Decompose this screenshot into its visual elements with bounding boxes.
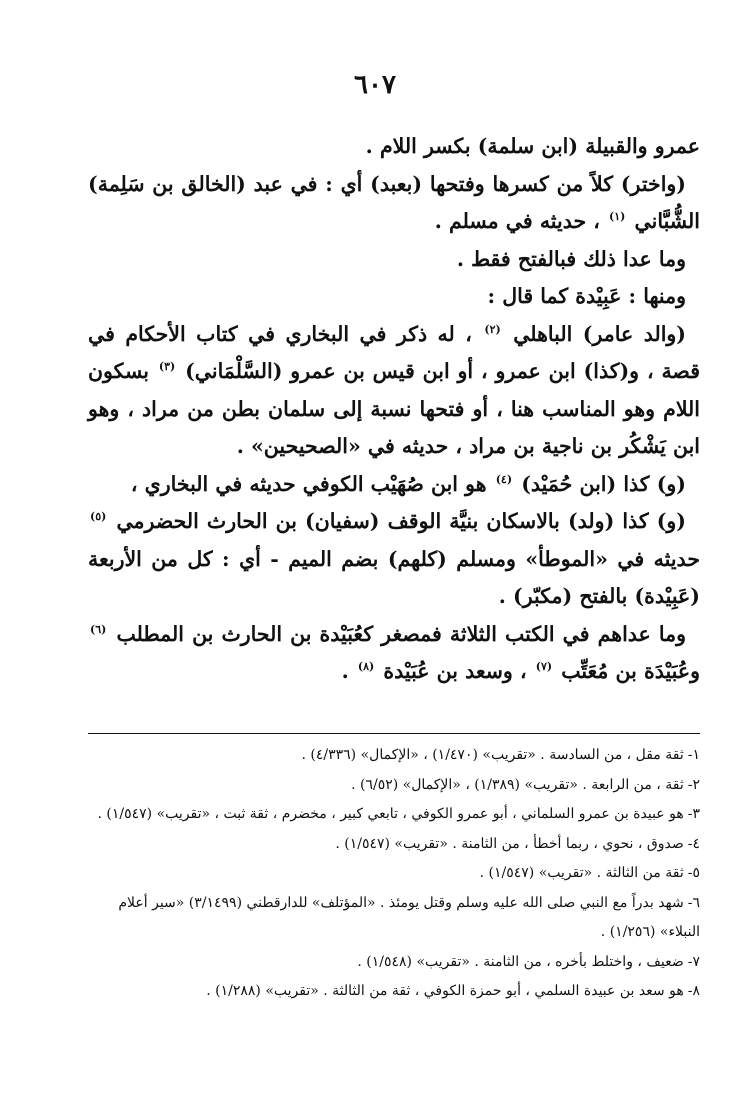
footnote-text: شهد بدراً مع النبي صلى الله عليه وسلم وقتل يومئذ . «المؤتلف» للدارقطني (٣/١٤٩٩) «سير أعلام النبلاء» (١/٢٥٦) . bbox=[118, 894, 700, 940]
footnote bbox=[88, 948, 700, 978]
footnote-number: ٣- bbox=[687, 806, 700, 822]
footnote-text: صدوق ، نحوي ، ربما أخطأ ، من الثامنة . «تقريب» (١/٥٤٧) . bbox=[335, 835, 684, 852]
paragraph-text: ومنها : عَبِيْدة كما قال : bbox=[487, 284, 686, 308]
paragraph-text: (والد عامر) الباهلي bbox=[513, 321, 687, 346]
footnote-ref[interactable]: (٤) bbox=[495, 472, 513, 486]
footnote bbox=[88, 889, 700, 948]
paragraph-text: وعُبَيْدَة بن مُعَتِّب bbox=[561, 659, 700, 683]
footnote-ref[interactable]: (٨) bbox=[357, 660, 375, 674]
footnote-ref[interactable]: (١) bbox=[609, 210, 626, 224]
footnote bbox=[88, 977, 700, 1007]
paragraph bbox=[88, 128, 700, 166]
paragraph bbox=[88, 316, 700, 466]
footnote-number: ٢- bbox=[687, 776, 700, 793]
paragraph bbox=[88, 616, 700, 691]
paragraph bbox=[88, 466, 700, 504]
footnote-text: ثقة من الثالثة . «تقريب» (١/٥٤٧) . bbox=[479, 865, 684, 881]
paragraph-text: حديثه في «الموطأ» ومسلم (كلهم) بضم الميم - أي : كل من الأربعة (عَبِيْدة) بالفتح (مكبّر) . bbox=[88, 546, 700, 608]
footnote-number: ٧- bbox=[687, 953, 700, 970]
footnote-divider bbox=[88, 733, 700, 734]
footnote-text: هو سعد بن عبيدة السلمي ، أبو حمزة الكوفي ، ثقة من الثالثة . «تقريب» (١/٢٨٨) . bbox=[206, 983, 684, 999]
footnotes bbox=[88, 741, 700, 1007]
footnote-text: ضعيف ، واختلط بأخره ، من الثامنة . «تقريب» (١/٥٤٨) . bbox=[357, 953, 684, 970]
paragraph-text: ، وسعد بن عُبَيْدة bbox=[383, 659, 527, 683]
paragraph-text: عمرو والقبيلة (ابن سلمة) بكسر اللام . bbox=[365, 134, 700, 158]
paragraph bbox=[88, 278, 700, 316]
footnote bbox=[88, 800, 700, 830]
paragraph bbox=[88, 503, 700, 616]
footnote-ref[interactable]: (٢) bbox=[484, 322, 501, 336]
footnote-ref[interactable]: (٦) bbox=[90, 622, 107, 636]
paragraph-text: بسكون اللام وهو المناسب هنا ، أو فتحها نسبة إلى سلمان بطن من مراد ، وهو ابن يَشْكُر بن ناجية بن مراد ، حديثه في «الصحيحين» . bbox=[88, 359, 700, 458]
main-text bbox=[88, 128, 700, 691]
paragraph-text: وما عدا ذلك فبالفتح فقط . bbox=[456, 246, 686, 271]
footnote-text: ثقة ، من الرابعة . «تقريب» (١/٣٨٩) ، «الإكمال» (٦/٥٢) . bbox=[351, 776, 684, 793]
footnote-ref[interactable]: (٣) bbox=[158, 360, 176, 374]
paragraph bbox=[88, 241, 700, 279]
footnote-ref[interactable]: (٥) bbox=[90, 510, 107, 524]
footnote-text: ثقة مقل ، من السادسة . «تقريب» (١/٤٧٠) ، «الإكمال» (٤/٣٣٦) . bbox=[301, 747, 684, 763]
paragraph-text: ، حديثه في مسلم . bbox=[434, 209, 600, 233]
footnote bbox=[88, 741, 700, 771]
page-number: ٦٠٧ bbox=[354, 70, 396, 100]
footnote-number: ٥- bbox=[687, 865, 700, 881]
paragraph-text: . bbox=[341, 659, 349, 683]
footnote bbox=[88, 771, 700, 801]
paragraph-text: هو ابن صُهَيْب الكوفي حديثه في البخاري ، bbox=[130, 471, 487, 496]
paragraph-text: (واختر) كلاً من كسرها وفتحها (بعبد) أي : في عبد (الخالق بن سَلِمة) الشُّبَّاني bbox=[88, 171, 700, 233]
paragraph bbox=[88, 166, 700, 241]
footnote-number: ٦- bbox=[687, 894, 700, 911]
footnote-ref[interactable]: (٧) bbox=[535, 660, 553, 674]
paragraph-text: ، له ذكر في البخاري في كتاب الأحكام في قصة ، و(كذا) ابن عمرو ، أو ابن قيس بن عمرو (السَّلْمَاني) bbox=[88, 321, 701, 383]
paragraph-text: وما عداهم في الكتب الثلاثة فمصغر كعُبَيْدة بن الحارث بن المطلب bbox=[116, 621, 687, 646]
paragraph-text: (و) كذا (ابن حُمَيْد) bbox=[521, 471, 686, 496]
paragraph-text: (و) كذا (ولد) بالاسكان بنيَّة الوقف (سفيان) بن الحارث الحضرمي bbox=[116, 509, 686, 533]
footnote-number: ١- bbox=[687, 747, 700, 763]
footnote-number: ٤- bbox=[687, 835, 700, 852]
footnote-text: هو عبيدة بن عمرو السلماني ، أبو عمرو الكوفي ، تابعي كبير ، مخضرم ، ثقة ثبت ، «تقريب» (١/٥٤٧) . bbox=[97, 806, 684, 822]
footnote bbox=[88, 859, 700, 889]
footnote bbox=[88, 830, 700, 860]
footnote-number: ٨- bbox=[687, 983, 700, 999]
